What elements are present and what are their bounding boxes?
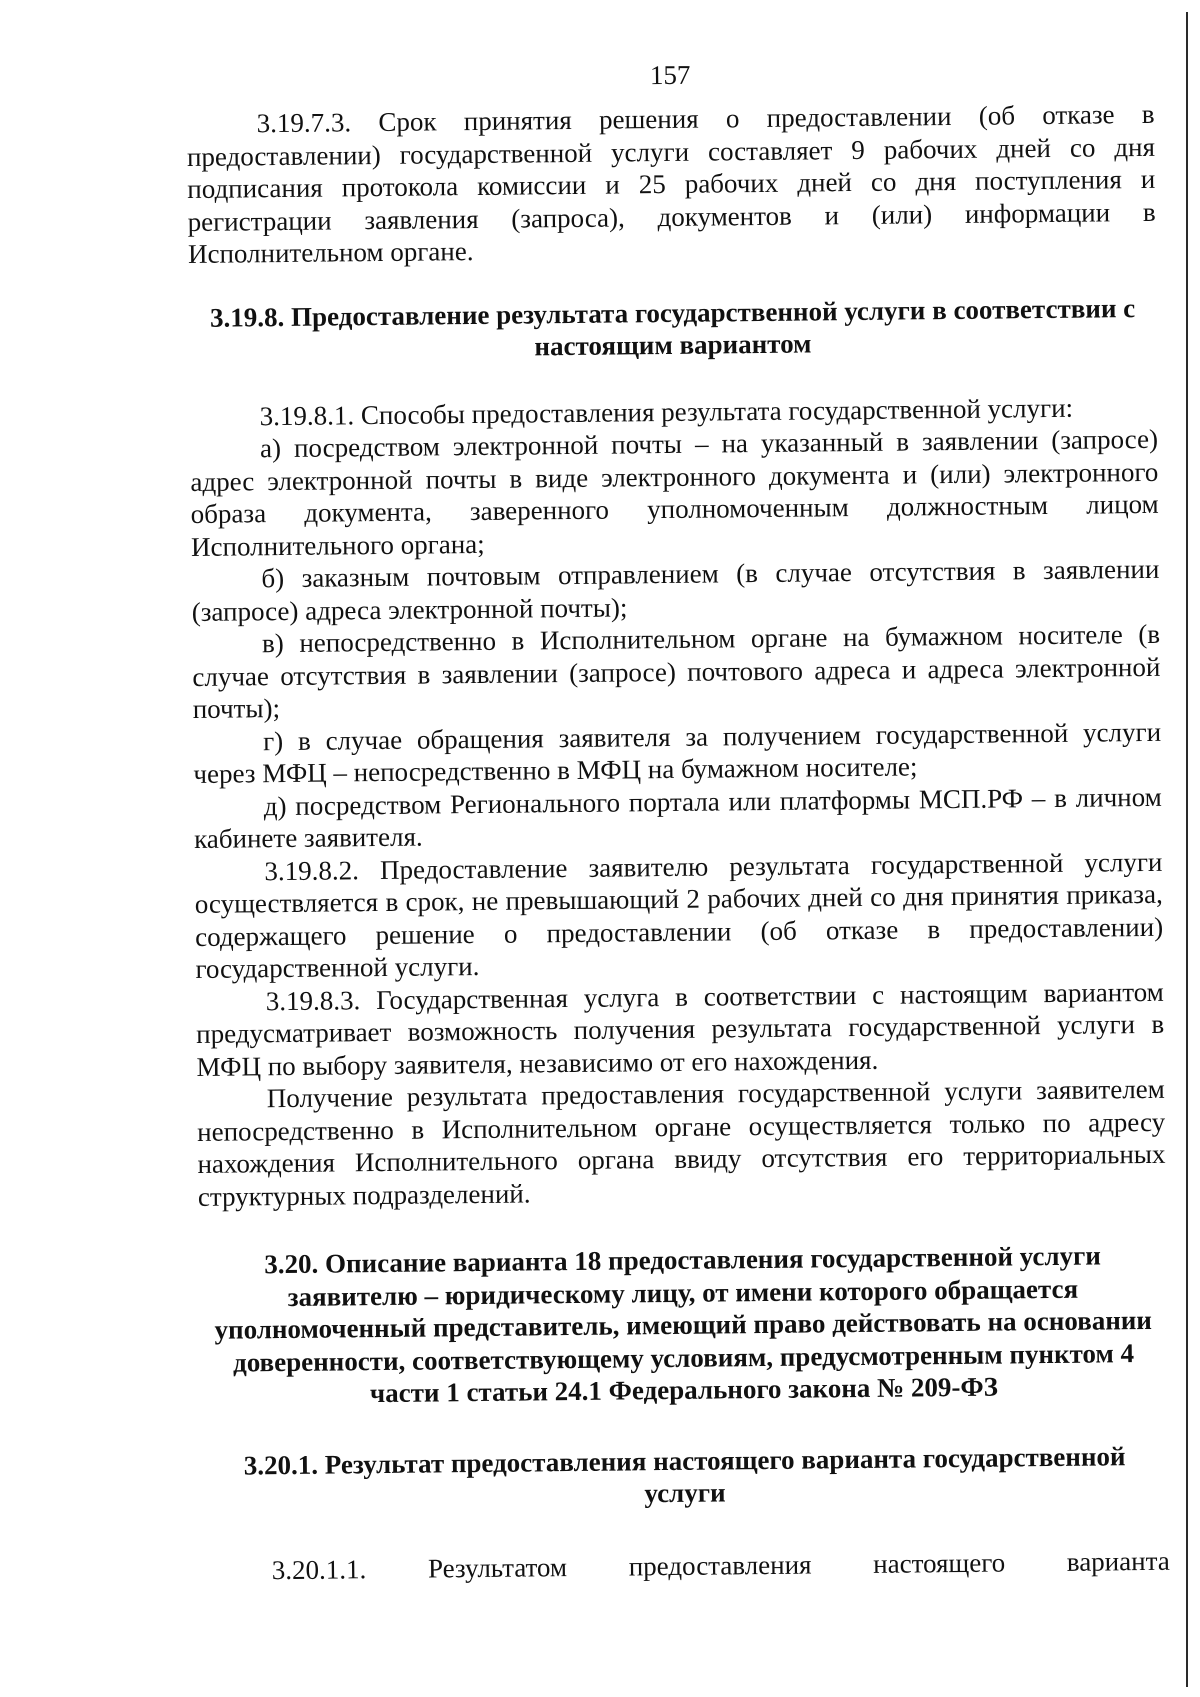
paragraph-3-19-8-3: 3.19.8.3. Государственная услуга в соответствии с настоящим вариантом предусматривает возможность получения результата государственной услуги в МФЦ по выбору заявителя, независимо от его нахождения. [196,976,1165,1082]
page-number: 157 [649,59,691,91]
paragraph-item-g: г) в случае обращения заявителя за получением государственной услуги через МФЦ – непосредственно в МФЦ на бумажном носителе; [193,716,1162,789]
paragraph-3-20-1-1-start [202,1544,1170,1587]
paragraph-3-19-8-2: 3.19.8.2. Предоставление заявителю результата государственной услуги осуществляется в срок, не превышающий 2 рабочих дней со дня принятия приказа, содержащего решение о предоставлении (об отказе в предоставлении) государственной услуги. [194,846,1164,984]
word: настоящего [873,1547,1006,1579]
paragraph-item-v: в) непосредственно в Исполнительном органе на бумажном носителе (в случае отсутствия в заявлении (запросе) почтового адреса и адреса электронной почты); [192,618,1161,724]
paragraph-3-19-7-3: 3.19.7.3. Срок принятия решения о предоставлении (об отказе в предоставлении) государственной услуги составляет 9 рабочих дней со дня подписания протокола комиссии и 25 рабочих дней со дня поступления и регистрации заявления (запроса), документов и (или) информации в Исполнительном органе. [186,98,1156,269]
page-edge-line [1186,12,1188,1687]
heading-3-19-8 [188,291,1157,366]
word: варианта [1066,1545,1170,1577]
document-page [186,54,1170,1587]
word: предоставления [628,1549,812,1581]
paragraph-item-b: б) заказным почтовым отправлением (в случае отсутствия в заявлении (запросе) адреса электронной почты); [191,553,1160,627]
paragraph-3-19-8-1: 3.19.8.1. Способы предоставления результата государственной услуги: [259,392,1074,431]
heading-3-20-1-text: 3.20.1. Результат предоставления настоящего варианта государственной услуги [243,1440,1126,1509]
word: Результатом [427,1551,568,1584]
paragraph-item-d: д) посредством Регионального портала или платформы МСП.РФ – в личном кабинете заявителя. [193,781,1162,854]
heading-3-20-text: 3.20. Описание варианта 18 предоставления государственной услуги заявителю – юридическому лицу, от имени которого обращается уполномоченный представитель, имеющий право действовать на основании доверенности, соответствующему условиям, предусмотренным пунктом 4 части 1 статьи 24.1 Федерального закона № 209-ФЗ [214,1240,1153,1409]
heading-3-20 [198,1239,1168,1412]
heading-3-19-8-text: 3.19.8. Предоставление результата государственной услуги в соответствии с настоящим вариантом [209,292,1136,362]
paragraph-receipt: Получение результата предоставления государственной услуги заявителем непосредственно в Исполнительном органе осуществляется только по адресу нахождения Исполнительного органа ввиду отсутствия его территориальных структурных подразделений. [197,1073,1166,1212]
heading-3-20-1 [201,1439,1170,1514]
word: 3.20.1.1. [271,1553,367,1585]
paragraph-item-a: а) посредством электронной почты – на указанный в заявлении (запросе) адрес электронной почты в виде электронного документа и (или) электронного образа документа, заверенного уполномоченным должностным лицом Исполнительного органа; [190,423,1159,562]
